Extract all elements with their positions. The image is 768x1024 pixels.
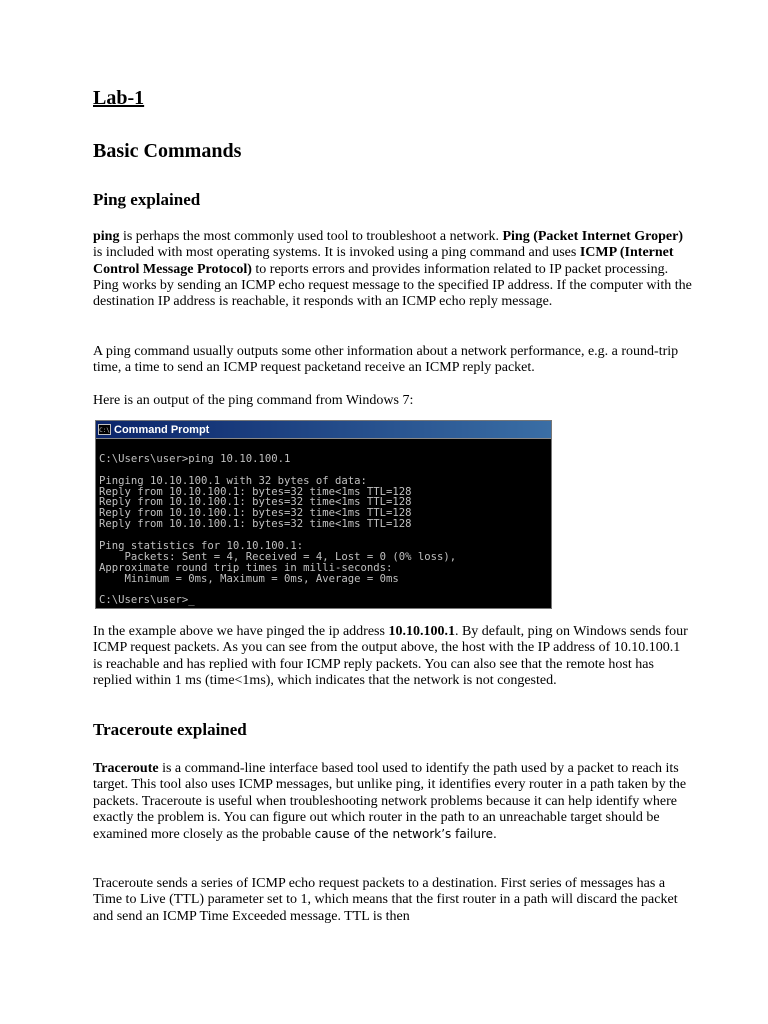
text-run: is included with most operating systems. It is invoked using a ping command and uses xyxy=(93,245,580,261)
text-run: to reports errors and provides information related to IP packet processing. Ping works by sending an ICMP echo request message to the specified IP address. If the computer with the destination IP address is reachable, it responds with an ICMP echo reply message. xyxy=(93,261,692,310)
console-line: Reply from 10.10.100.1: bytes=32 time<1ms TTL=128 xyxy=(99,507,412,520)
console-line: Pinging 10.10.100.1 with 32 bytes of data: xyxy=(99,474,367,487)
ping-paragraph-3: Here is an output of the ping command from Windows 7: xyxy=(93,393,414,408)
lab-title: Lab-1 xyxy=(93,87,145,109)
bold-term: Traceroute xyxy=(93,761,159,776)
console-line: Reply from 10.10.100.1: bytes=32 time<1ms TTL=128 xyxy=(99,485,412,498)
console-line: Approximate round trip times in milli-seconds: xyxy=(99,561,393,574)
console-line: C:\Users\user>_ xyxy=(99,594,195,607)
ping-paragraph-2: A ping command usually outputs some other information about a network performance, e.g. a round-trip time, a time to send an ICMP request packetand receive an ICMP reply packet. xyxy=(93,344,679,376)
ping-paragraph-1 xyxy=(93,229,693,310)
text-run: is a command-line interface based tool used to identify the path used by a packet to reach its target. This tool also uses ICMP messages, but unlike ping, it identifies every router in a path taken by the packets. Traceroute is useful when troubleshooting network problems because it can help identify where exactly the problem is. You can figure out which router in the path to an unreachable target should be examined more closely as the probable xyxy=(93,761,687,843)
command-prompt-titlebar xyxy=(96,421,551,439)
heading-ping-explained: Ping explained xyxy=(93,190,201,209)
heading-traceroute-explained: Traceroute explained xyxy=(93,720,247,739)
text-run: is perhaps the most commonly used tool to troubleshoot a network. xyxy=(119,229,503,244)
text-run: cause of the network’s failure. xyxy=(314,827,497,842)
ping-paragraph-4 xyxy=(93,624,693,689)
console-line: Reply from 10.10.100.1: bytes=32 time<1ms TTL=128 xyxy=(99,518,412,531)
text-run: . By default, ping on Windows sends four ICMP request packets. As you can see from the output above, the host with the IP address of 10.10.100.1 is reachable and has replied with four ICMP reply packets. You can also see that the remote host has replied within 1 ms (time<1ms), which indicates that the network is not congested. xyxy=(93,624,688,688)
traceroute-paragraph-1 xyxy=(93,761,693,843)
bold-term: ping xyxy=(93,229,120,244)
section-heading-basic-commands: Basic Commands xyxy=(93,140,242,162)
bold-term: ICMP (Internet Control Message Protocol) xyxy=(93,245,674,277)
command-prompt-title: Command Prompt xyxy=(114,423,210,436)
text-run: In the example above we have pinged the ip address xyxy=(93,624,389,639)
console-line: Minimum = 0ms, Maximum = 0ms, Average = 0ms xyxy=(99,572,399,585)
console-line: Packets: Sent = 4, Received = 4, Lost = 0 (0% loss), xyxy=(99,550,457,563)
command-prompt-output xyxy=(96,439,551,606)
traceroute-paragraph-2: Traceroute sends a series of ICMP echo request packets to a destination. First series of messages has a Time to Live (TTL) parameter set to 1, which means that the first router in a path will discard the packet and send an ICMP Time Exceeded message. TTL is then xyxy=(93,876,678,924)
console-line: Reply from 10.10.100.1: bytes=32 time<1ms TTL=128 xyxy=(99,496,412,509)
command-prompt-screenshot xyxy=(95,420,552,609)
bold-term: Ping (Packet Internet Groper) xyxy=(502,229,684,244)
console-line: C:\Users\user>ping 10.10.100.1 xyxy=(99,452,291,465)
cmd-window-icon: C:\ xyxy=(98,424,111,435)
console-line: Ping statistics for 10.10.100.1: xyxy=(99,540,304,553)
bold-term: 10.10.100.1 xyxy=(388,624,455,639)
